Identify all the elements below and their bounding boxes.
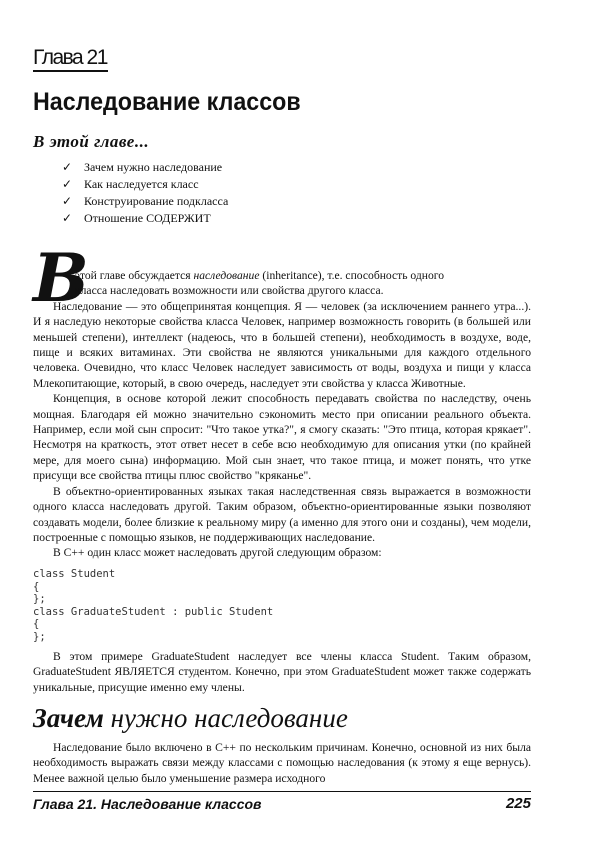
paragraph: В этом примере GraduateStudent наследует все члены класса Student. Таким образом, GraduateStudent ЯВЛЯЕТСЯ студентом. Конечно, при этом GraduateStudent может также содержать уникальные, присущие именно ему члены. (33, 650, 531, 694)
body-text (33, 268, 531, 561)
check-icon: ✓ (62, 211, 73, 225)
paragraph: В объектно-ориентированных языках такая наследственная связь выражается в возможности одного класса наследовать другой. Таким образом, объектно-ориентированные языки позволяют создавать модели, более близкие к реальному миру (а именно для этого они и созданы), чем модели, построенные с помощью языков, не поддерживающих наследование. (33, 484, 531, 544)
list-item: ✓ Отношение СОДЕРЖИТ (62, 211, 211, 225)
chapter-title: Наследование классов (33, 88, 301, 116)
code-listing (33, 568, 273, 644)
chapter-topics-list (62, 159, 228, 227)
footer-divider (33, 791, 531, 792)
code-line: { (33, 618, 40, 631)
paragraph: Наследование было включено в С++ по нескольким причинам. Конечно, основной из них была необходимость выражать связи между классами с помощью наследования (к этому я еще вернусь). Менее важной целью было уменьшение размера исходного (33, 741, 531, 785)
chapter-label: Глава 21 (33, 46, 107, 69)
paragraph: В С++ один класс может наследовать другой следующим образом: (53, 546, 382, 560)
paragraph: Наследование — это общепринятая концепция. Я — человек (за исключением раннего утра...). И я наследую некоторые свойства класса Человек, например возможность говорить (в большей или меньшей степени), интеллект (надеюсь, что в большей степени), необходимость в воздухе, воде, пище и всяких витаминах. Эти свойства не являются уникальными для каждого отдельного человека. Очевидно, что класс Человек наследует зависимость от воды, воздуха и пищи у класса Млекопитающие, который, в свою очередь, наследует эти свойства у класса Животные. (33, 299, 531, 390)
body-text (33, 649, 531, 695)
code-line: class GraduateStudent : public Student (33, 605, 274, 618)
body-text (33, 740, 531, 786)
drop-cap-letter: В (33, 239, 89, 317)
code-line: }; (33, 630, 46, 643)
check-icon: ✓ (62, 194, 73, 208)
section-title: Зачем нужно наследование (33, 703, 348, 733)
list-item: ✓ Зачем нужно наследование (62, 160, 223, 174)
code-line: class Student (33, 568, 116, 580)
intro-line-2: класса наследовать возможности или свойства другого класса. (75, 284, 384, 298)
check-icon: ✓ (62, 160, 73, 174)
list-item: ✓ Конструирование подкласса (62, 194, 229, 208)
check-icon: ✓ (62, 177, 73, 191)
intro-line-1: этой главе обсуждается наследование (inheritance), т.е. способность одного (75, 269, 445, 282)
page-number: 225 (505, 795, 531, 812)
in-chapter-heading: В этой главе... (33, 132, 150, 151)
code-line: }; (33, 593, 46, 606)
code-line: { (33, 580, 40, 593)
chapter-label-underline (33, 70, 108, 72)
list-item: ✓ Как наследуется класс (62, 177, 199, 191)
running-footer-title: Глава 21. Наследование классов (33, 796, 262, 812)
paragraph: Концепция, в основе которой лежит способность передавать свойства по наследству, очень мощная. Благодаря ей можно значительно сэкономить место при описании реального объекта. Например, если мой сын спросит: "Что такое утка?", я смогу сказать: "Это птица, которая крякает". Несмотря на краткость, этот ответ несет в себе всю необходимую для описания утки (по крайней мере, для моего сына) информацию. Мой сын знает, что такое птица, и может понять, что утке присущи все свойства птицы плюс свойство "кряканье". (33, 392, 531, 483)
